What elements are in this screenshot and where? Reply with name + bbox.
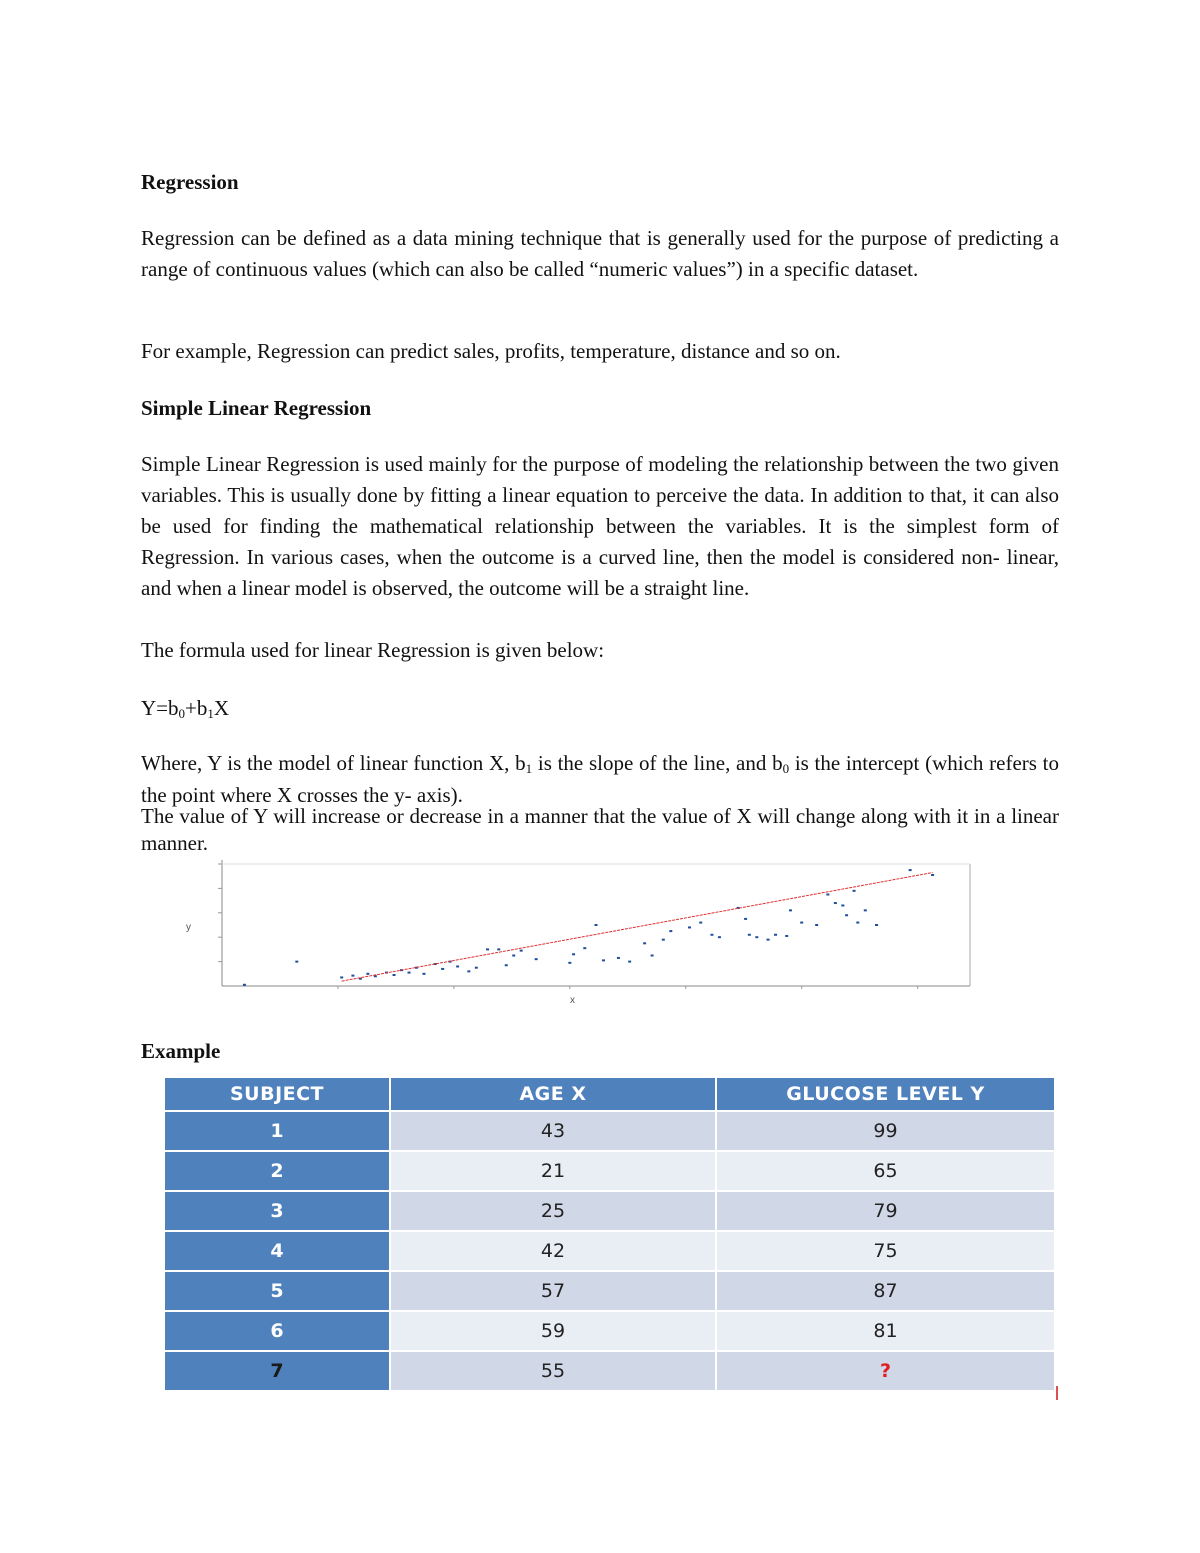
- data-point: [789, 909, 792, 911]
- data-point: [755, 936, 758, 938]
- formula-lhs: Y=b: [141, 696, 179, 720]
- data-point: [841, 904, 844, 906]
- data-point: [774, 934, 777, 936]
- table-row: [165, 1271, 1054, 1311]
- table-row: [165, 1351, 1054, 1391]
- text-cursor-mark: [1056, 1386, 1058, 1400]
- cell-glucose: 79: [716, 1191, 1054, 1231]
- header-age: AGE X: [390, 1078, 716, 1111]
- cell-subject: 1: [165, 1111, 390, 1151]
- data-point: [845, 914, 848, 916]
- data-point: [568, 962, 571, 964]
- data-point: [688, 926, 691, 928]
- data-point: [875, 924, 878, 926]
- data-point: [497, 948, 500, 950]
- cell-glucose: 87: [716, 1271, 1054, 1311]
- table-row: [165, 1231, 1054, 1271]
- cell-subject: 4: [165, 1231, 390, 1271]
- cell-age: 43: [390, 1111, 716, 1151]
- data-point: [815, 924, 818, 926]
- paragraph-formula-where: [141, 750, 1059, 809]
- paragraph-slr-description: Simple Linear Regression is used mainly for the purpose of modeling the relationship between the two given variables. This is usually done by fitting a linear equation to perceive the data. In addition to that, it can also be used for finding the mathematical relationship between the variables. It is the simplest form of Regression. In various cases, when the outcome is a curved line, then the model is considered non- linear, and when a linear model is observed, the outcome will be a straight line.: [141, 452, 1059, 600]
- data-point: [475, 967, 478, 969]
- data-point: [617, 957, 620, 959]
- data-point: [699, 922, 702, 924]
- data-point: [718, 936, 721, 938]
- cell-subject: 3: [165, 1191, 390, 1231]
- header-subject: SUBJECT: [165, 1078, 390, 1111]
- cell-glucose: 65: [716, 1151, 1054, 1191]
- where-text-2: is the slope of the line, and b: [532, 751, 783, 775]
- cell-age: 21: [390, 1151, 716, 1191]
- cell-subject: 2: [165, 1151, 390, 1191]
- data-point: [826, 894, 829, 896]
- heading-simple-linear-regression: Simple Linear Regression: [141, 396, 372, 420]
- data-point: [643, 942, 646, 944]
- regression-fit-line: [342, 873, 933, 982]
- cell-age: 25: [390, 1191, 716, 1231]
- data-point: [512, 955, 515, 957]
- cell-subject: 7: [165, 1351, 390, 1391]
- cell-glucose-unknown: ?: [716, 1351, 1054, 1391]
- data-point: [505, 964, 508, 966]
- where-text-3: is the intercept (which refers to the point where X crosses the y- axis).: [141, 751, 1059, 807]
- data-point: [295, 961, 298, 963]
- where-text-1: Where, Y is the model of linear function X, b: [141, 751, 526, 775]
- data-point: [595, 924, 598, 926]
- data-point: [351, 975, 354, 977]
- cell-glucose: 99: [716, 1111, 1054, 1151]
- data-point: [662, 939, 665, 941]
- paragraph-formula-intro: The formula used for linear Regression is given below:: [141, 638, 605, 662]
- data-point: [800, 922, 803, 924]
- data-point: [572, 953, 575, 955]
- cell-glucose: 75: [716, 1231, 1054, 1271]
- cell-subject: 5: [165, 1271, 390, 1311]
- scatter-chart: [182, 858, 982, 1008]
- data-point: [243, 984, 246, 986]
- data-point: [602, 959, 605, 961]
- formula-plus: +b: [185, 696, 208, 720]
- table-row: [165, 1311, 1054, 1351]
- data-point: [520, 950, 523, 952]
- cell-age: 59: [390, 1311, 716, 1351]
- glucose-age-table: [165, 1078, 1054, 1392]
- chart-fit-line: [342, 873, 933, 982]
- header-glucose: GLUCOSE LEVEL Y: [716, 1078, 1054, 1111]
- cell-glucose: 81: [716, 1311, 1054, 1351]
- paragraph-regression-example: For example, Regression can predict sales, profits, temperature, distance and so on.: [141, 339, 841, 363]
- x-axis-label: x: [570, 995, 575, 1006]
- paragraph-regression-definition: Regression can be defined as a data mining technique that is generally used for the purpose of predicting a range of continuous values (which can also be called “numeric values”) in a specific dataset.: [141, 226, 1059, 281]
- chart-points: [243, 869, 934, 986]
- data-point: [748, 934, 751, 936]
- data-point: [651, 955, 654, 957]
- paragraph-linear-change: The value of Y will increase or decrease in a manner that the value of X will change along with it in a linear manner.: [141, 804, 1059, 855]
- data-point: [710, 934, 713, 936]
- data-point: [340, 976, 343, 978]
- heading-example: Example: [141, 1039, 221, 1063]
- formula-sub-0: 0: [178, 706, 186, 721]
- data-point: [767, 939, 770, 941]
- cell-age: 42: [390, 1231, 716, 1271]
- data-point: [583, 947, 586, 949]
- data-point: [422, 973, 425, 975]
- table-header-row: [165, 1078, 1054, 1111]
- data-point: [467, 970, 470, 972]
- data-point: [785, 935, 788, 937]
- data-point: [486, 948, 489, 950]
- table-row: [165, 1191, 1054, 1231]
- data-point: [853, 890, 856, 892]
- where-sub-1: 1: [525, 761, 533, 776]
- y-axis-label: y: [186, 922, 191, 933]
- heading-regression: Regression: [141, 170, 239, 194]
- regression-formula: [141, 696, 229, 722]
- data-point: [456, 965, 459, 967]
- chart-axes: [218, 860, 970, 989]
- table-row: [165, 1151, 1054, 1191]
- data-point: [366, 973, 369, 975]
- data-point: [909, 869, 912, 871]
- data-point: [535, 958, 538, 960]
- where-sub-0: 0: [782, 761, 790, 776]
- data-point: [856, 922, 859, 924]
- data-point: [669, 930, 672, 932]
- formula-rhs: X: [213, 696, 230, 720]
- scatter-plot-svg: [182, 858, 982, 1008]
- table-row: [165, 1111, 1054, 1151]
- cell-age: 57: [390, 1271, 716, 1311]
- formula-sub-1: 1: [207, 706, 214, 721]
- data-point: [393, 974, 396, 976]
- data-point: [441, 968, 444, 970]
- data-point: [864, 909, 867, 911]
- data-point: [931, 874, 934, 876]
- cell-subject: 6: [165, 1311, 390, 1351]
- data-point: [628, 961, 631, 963]
- cell-age: 55: [390, 1351, 716, 1391]
- data-point: [408, 972, 411, 974]
- data-point: [744, 918, 747, 920]
- data-point: [834, 902, 837, 904]
